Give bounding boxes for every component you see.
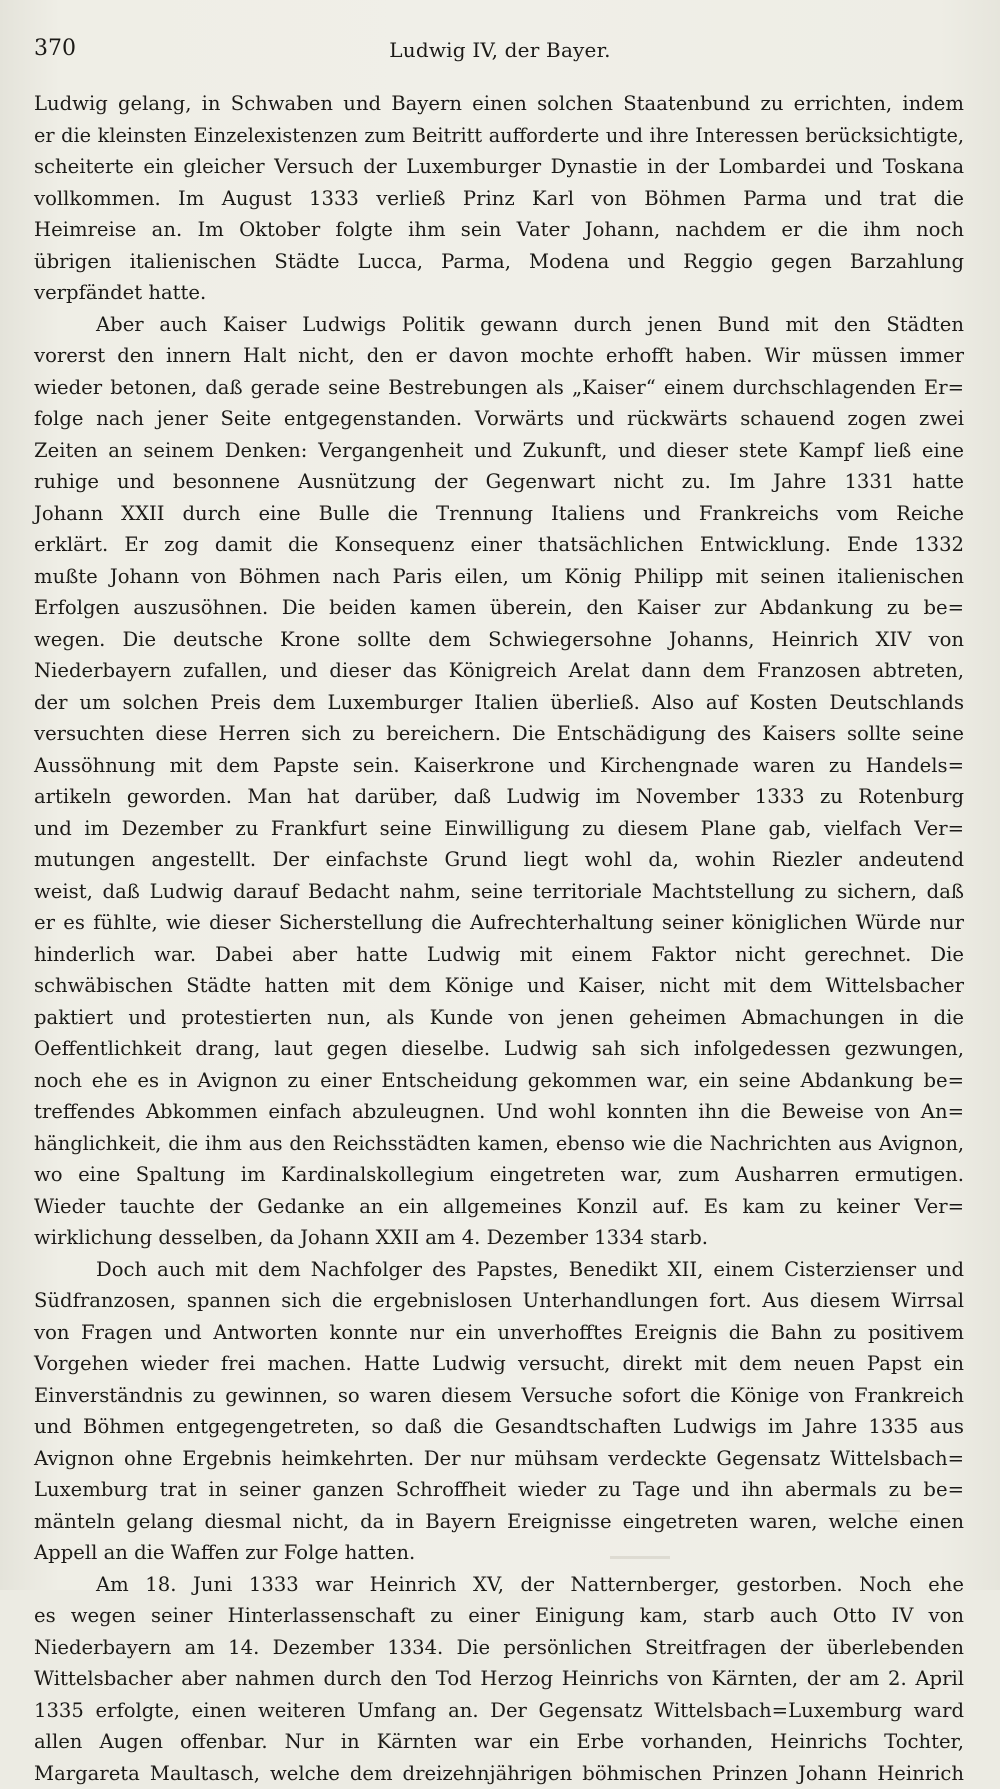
text-line: weist, daß Ludwig darauf Bedacht nahm, seine territoriale Machtstellung zu sichern, daß <box>34 876 964 908</box>
text-line: wieder betonen, daß gerade seine Bestrebungen als „Kaiser“ einem durchschlagenden Er= <box>34 372 964 404</box>
text-line: Zeiten an seinem Denken: Vergangenheit und Zukunft, und dieser stete Kampf ließ eine <box>34 435 964 467</box>
text-line: schwäbischen Städte hatten mit dem Könige und Kaiser, nicht mit dem Wittelsbacher <box>34 970 964 1002</box>
text-line: vorerst den innern Halt nicht, den er davon mochte erhofft haben. Wir müssen immer <box>34 340 964 372</box>
text-line: verpfändet hatte. <box>34 277 964 309</box>
text-line: er es fühlte, wie dieser Sicherstellung die Aufrechterhaltung seiner königlichen Würde nur <box>34 907 964 939</box>
text-line: Johann XXII durch eine Bulle die Trennung Italiens und Frankreichs vom Reiche <box>34 498 964 530</box>
text-line: es wegen seiner Hinterlassenschaft zu einer Einigung kam, starb auch Otto IV von <box>34 1600 964 1632</box>
text-line: Wittelsbacher aber nahmen durch den Tod Herzog Heinrichs von Kärnten, der am 2. April <box>34 1663 964 1695</box>
text-line: Heimreise an. Im Oktober folgte ihm sein Vater Johann, nachdem er die ihm noch <box>34 214 964 246</box>
text-line: wirklichung desselben, da Johann XXII am 4. Dezember 1334 starb. <box>34 1222 964 1254</box>
text-line: versuchten diese Herren sich zu bereichern. Die Entschädigung des Kaisers sollte seine <box>34 718 964 750</box>
text-line: und Böhmen entgegengetreten, so daß die Gesandtschaften Ludwigs im Jahre 1335 aus <box>34 1411 964 1443</box>
text-line: übrigen italienischen Städte Lucca, Parma, Modena und Reggio gegen Barzahlung <box>34 246 964 278</box>
text-line: Niederbayern zufallen, und dieser das Königreich Arelat dann dem Franzosen abtreten, <box>34 655 964 687</box>
text-line: allen Augen offenbar. Nur in Kärnten war ein Erbe vorhanden, Heinrichs Tochter, <box>34 1726 964 1758</box>
page-number: 370 <box>34 36 76 61</box>
text-line: Oeffentlichkeit drang, laut gegen dieselbe. Ludwig sah sich infolgedessen gezwungen, <box>34 1033 964 1065</box>
text-line: paktiert und protestierten nun, als Kunde von jenen geheimen Abmachungen in die <box>34 1002 964 1034</box>
text-line: wegen. Die deutsche Krone sollte dem Schwiegersohne Johanns, Heinrich XIV von <box>34 624 964 656</box>
text-line: hinderlich war. Dabei aber hatte Ludwig mit einem Faktor nicht gerechnet. Die <box>34 939 964 971</box>
text-line: noch ehe es in Avignon zu einer Entscheidung gekommen war, ein seine Abdankung be= <box>34 1065 964 1097</box>
text-line: Einverständnis zu gewinnen, so waren diesem Versuche sofort die Könige von Frankreich <box>34 1380 964 1412</box>
text-line: mänteln gelang diesmal nicht, da in Bayern Ereignisse eingetreten waren, welche einen <box>34 1506 964 1538</box>
text-line: mußte Johann von Böhmen nach Paris eilen, um König Philipp mit seinen italienischen <box>34 561 964 593</box>
text-line: folge nach jener Seite entgegenstanden. Vorwärts und rückwärts schauend zogen zwei <box>34 403 964 435</box>
text-line: Wieder tauchte der Gedanke an ein allgemeines Konzil auf. Es kam zu keiner Ver= <box>34 1191 964 1223</box>
running-title: Ludwig IV, der Bayer. <box>34 38 966 62</box>
text-line: Luxemburg trat in seiner ganzen Schroffheit wieder zu Tage und ihn abermals zu be= <box>34 1474 964 1506</box>
text-line: Aber auch Kaiser Ludwigs Politik gewann durch jenen Bund mit den Städten <box>34 309 964 341</box>
text-line: ruhige und besonnene Ausnützung der Gegenwart nicht zu. Im Jahre 1331 hatte <box>34 466 964 498</box>
text-line: erklärt. Er zog damit die Konsequenz einer thatsächlichen Entwicklung. Ende 1332 <box>34 529 964 561</box>
text-line: Ludwig gelang, in Schwaben und Bayern einen solchen Staatenbund zu errichten, indem <box>34 88 964 120</box>
text-line: er die kleinsten Einzelexistenzen zum Beitritt aufforderte und ihre Interessen berücksichtigte, <box>34 120 964 152</box>
text-line: 1335 erfolgte, einen weiteren Umfang an. Der Gegensatz Wittelsbach=Luxemburg ward <box>34 1695 964 1727</box>
text-line: hänglichkeit, die ihm aus den Reichsstädten kamen, ebenso wie die Nachrichten aus Avignon, <box>34 1128 964 1160</box>
text-line: Südfranzosen, spannen sich die ergebnislosen Unterhandlungen fort. Aus diesem Wirrsal <box>34 1285 964 1317</box>
text-line: artikeln geworden. Man hat darüber, daß Ludwig im November 1333 zu Rotenburg <box>34 781 964 813</box>
page-header <box>34 36 966 70</box>
text-line: Doch auch mit dem Nachfolger des Papstes, Benedikt XII, einem Cisterzienser und <box>34 1254 964 1286</box>
text-line: Appell an die Waffen zur Folge hatten. <box>34 1537 964 1569</box>
text-line: Am 18. Juni 1333 war Heinrich XV, der Natternberger, gestorben. Noch ehe <box>34 1569 964 1601</box>
text-line: scheiterte ein gleicher Versuch der Luxemburger Dynastie in der Lombardei und Toskana <box>34 151 964 183</box>
text-line: wo eine Spaltung im Kardinalskollegium eingetreten war, zum Ausharren ermutigen. <box>34 1159 964 1191</box>
text-line: und im Dezember zu Frankfurt seine Einwilligung zu diesem Plane gab, vielfach Ver= <box>34 813 964 845</box>
text-line: vollkommen. Im August 1333 verließ Prinz Karl von Böhmen Parma und trat die <box>34 183 964 215</box>
text-line: Margareta Maultasch, welche dem dreizehnjährigen böhmischen Prinzen Johann Heinrich <box>34 1758 964 1789</box>
text-line: Vorgehen wieder frei machen. Hatte Ludwig versucht, direkt mit dem neuen Papst ein <box>34 1348 964 1380</box>
text-line: der um solchen Preis dem Luxemburger Italien überließ. Also auf Kosten Deutschlands <box>34 687 964 719</box>
text-line: Avignon ohne Ergebnis heimkehrten. Der nur mühsam verdeckte Gegensatz Wittelsbach= <box>34 1443 964 1475</box>
text-line: mutungen angestellt. Der einfachste Grund liegt wohl da, wohin Riezler andeutend <box>34 844 964 876</box>
text-line: Erfolgen auszusöhnen. Die beiden kamen überein, den Kaiser zur Abdankung zu be= <box>34 592 964 624</box>
body-text <box>34 88 964 1789</box>
text-line: treffendes Abkommen einfach abzuleugnen. Und wohl konnten ihn die Beweise von An= <box>34 1096 964 1128</box>
text-line: von Fragen und Antworten konnte nur ein unverhofftes Ereignis die Bahn zu positivem <box>34 1317 964 1349</box>
text-line: Niederbayern am 14. Dezember 1334. Die persönlichen Streitfragen der überlebenden <box>34 1632 964 1664</box>
text-line: Aussöhnung mit dem Papste sein. Kaiserkrone und Kirchengnade waren zu Handels= <box>34 750 964 782</box>
